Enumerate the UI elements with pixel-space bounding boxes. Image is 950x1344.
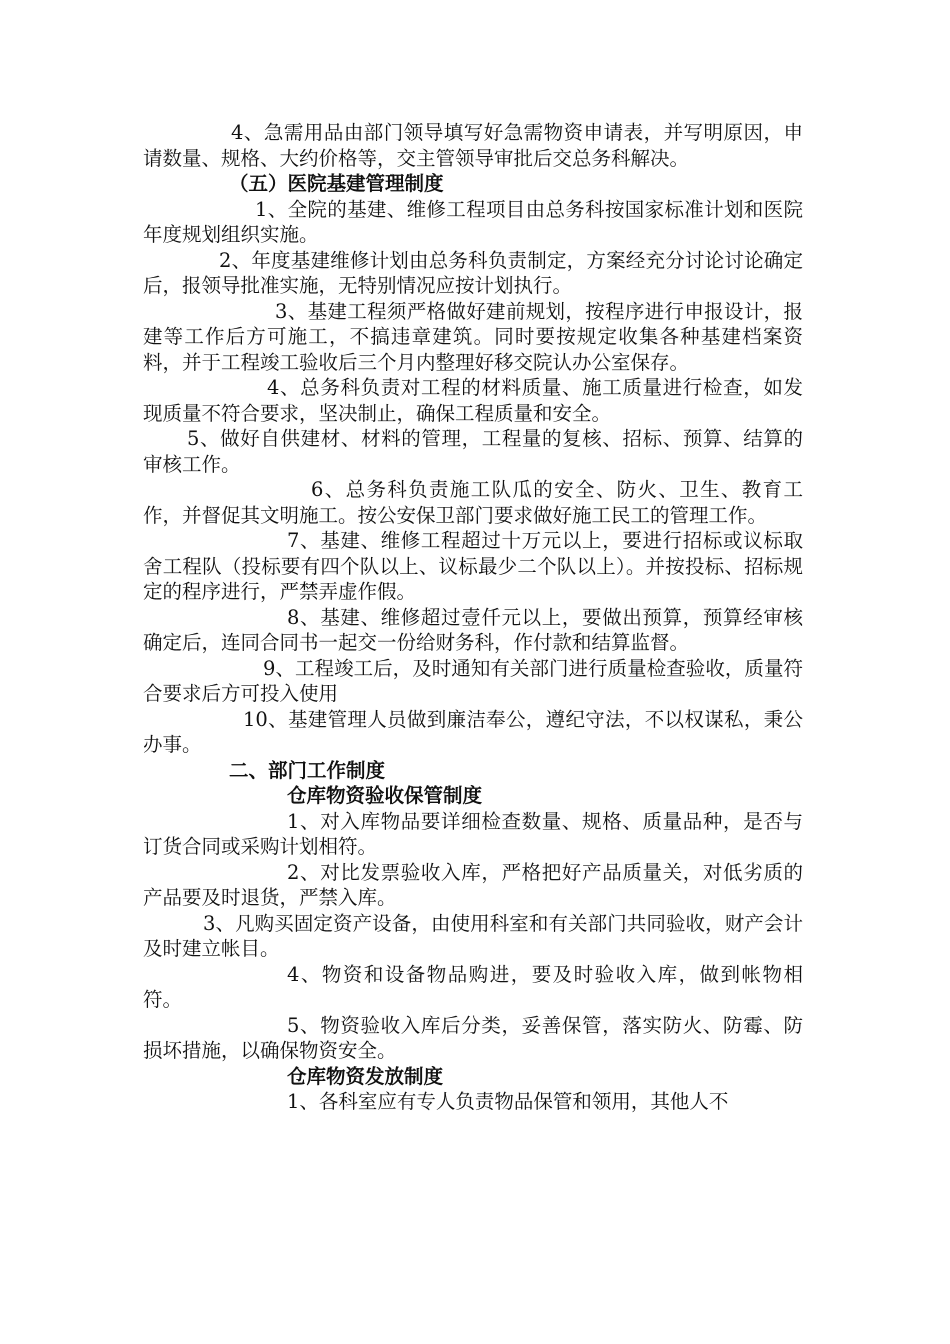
section-heading-infrastructure: （五）医院基建管理制度 bbox=[229, 172, 444, 195]
infrastructure-item-2: 2、年度基建维修计划由总务科负责制定，方案经充分讨论讨论确定后，报领导批准实施，无特别情况应按计划执行。 bbox=[143, 248, 803, 297]
warehouse-item-2: 2、对比发票验收入库，严格把好产品质量关，对低劣质的产品要及时退货，严禁入库。 bbox=[143, 860, 803, 909]
infrastructure-item-9: 9、工程竣工后，及时通知有关部门进行质量检查验收，质量符合要求后方可投入使用 bbox=[143, 656, 803, 705]
section-heading-department-rules: 二、部门工作制度 bbox=[229, 758, 386, 782]
infrastructure-item-3: 3、基建工程须严格做好建前规划，按程序进行申报设计，报建等工作后方可施工，不搞违章建筑。同时要按规定收集各种基建档案资料，并于工程竣工验收后三个月内整理好移交院认办公室保存。 bbox=[143, 299, 803, 374]
warehouse-item-4: 4、物资和设备物品购进，要及时验收入库，做到帐物相符。 bbox=[143, 962, 803, 1011]
warehouse-item-3: 3、凡购买固定资产设备，由使用科室和有关部门共同验收，财产会计及时建立帐目。 bbox=[143, 911, 803, 960]
infrastructure-item-8: 8、基建、维修超过壹仟元以上，要做出预算，预算经审核确定后，连同合同书一起交一份给财务科，作付款和结算监督。 bbox=[143, 605, 803, 654]
warehouse-item-5: 5、物资验收入库后分类，妥善保管，落实防火、防霉、防损坏措施，以确保物资安全。 bbox=[143, 1013, 803, 1062]
infrastructure-item-5: 5、做好自供建材、材料的管理，工程量的复核、招标、预算、结算的审核工作。 bbox=[143, 427, 803, 476]
issue-item-1: 1、各科室应有专人负责物品保管和领用，其他人不 bbox=[287, 1090, 729, 1113]
urgent-supplies-item-4: 4、急需用品由部门领导填写好急需物资申请表，并写明原因，申请数量、规格、大约价格等，交主管领导审批后交总务科解决。 bbox=[143, 121, 803, 170]
infrastructure-item-6: 6、总务科负责施工队瓜的安全、防火、卫生、教育工作，并督促其文明施工。按公安保卫部门要求做好施工民工的管理工作。 bbox=[143, 478, 803, 527]
infrastructure-item-4: 4、总务科负责对工程的材料质量、施工质量进行检查，如发现质量不符合要求，坚决制止，确保工程质量和安全。 bbox=[143, 376, 803, 425]
infrastructure-item-7: 7、基建、维修工程超过十万元以上，要进行招标或议标取舍工程队（投标要有四个队以上、议标最少二个队以上）。并按投标、招标规定的程序进行，严禁弄虚作假。 bbox=[143, 529, 803, 603]
subheading-warehouse-issue: 仓库物资发放制度 bbox=[287, 1064, 444, 1088]
infrastructure-item-10: 10、基建管理人员做到廉洁奉公，遵纪守法，不以权谋私，秉公办事。 bbox=[143, 707, 803, 756]
subheading-warehouse-acceptance: 仓库物资验收保管制度 bbox=[287, 784, 483, 807]
warehouse-item-1: 1、对入库物品要详细检查数量、规格、质量品种，是否与订货合同或采购计划相符。 bbox=[143, 809, 803, 858]
document-body bbox=[143, 120, 803, 1115]
infrastructure-item-1: 1、全院的基建、维修工程项目由总务科按国家标准计划和医院年度规划组织实施。 bbox=[143, 197, 803, 246]
